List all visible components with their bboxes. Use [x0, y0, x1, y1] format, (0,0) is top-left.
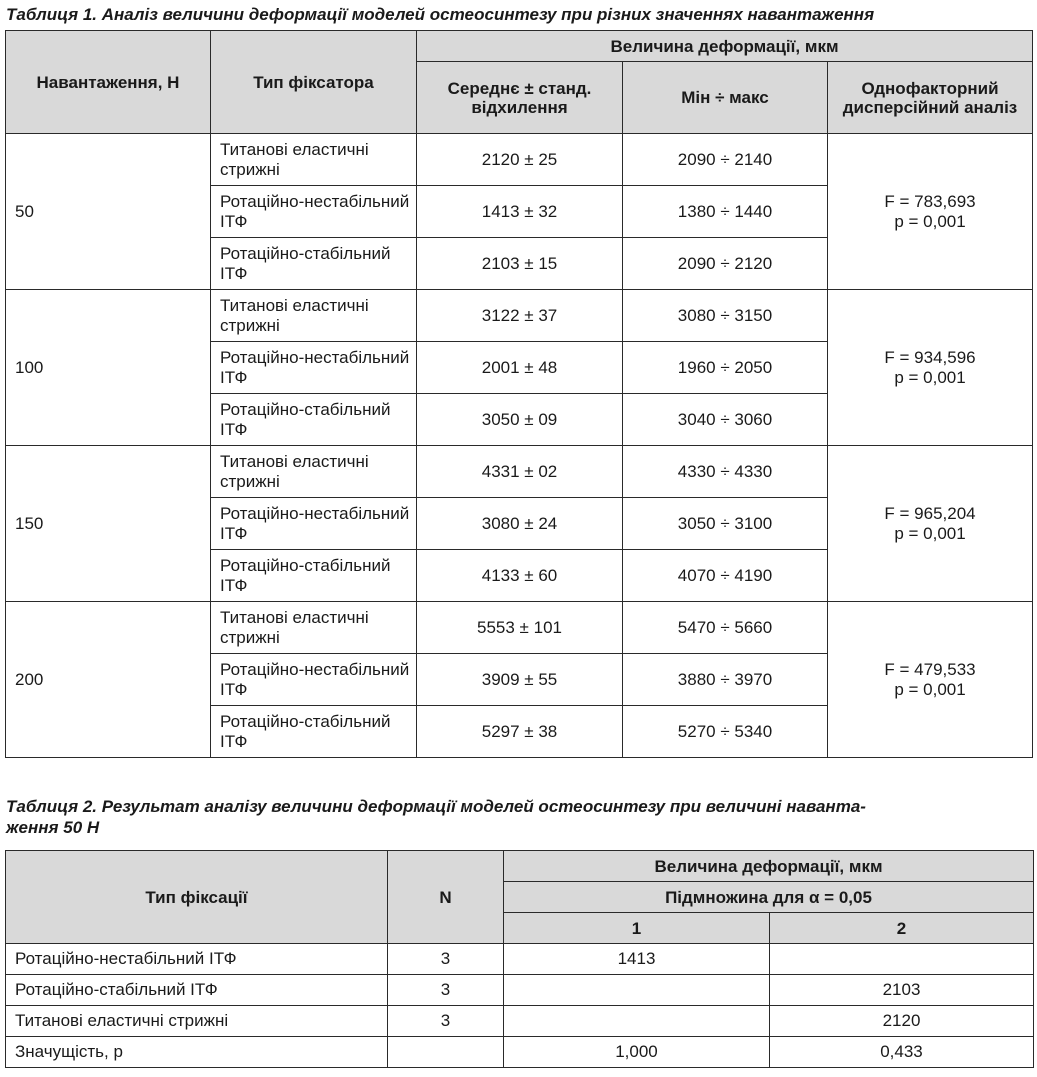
min-max-cell: 2090 ÷ 2140: [623, 134, 828, 186]
subset-1-cell: [504, 1006, 770, 1037]
fixation-type-cell: Ротаційно-стабільний ІТФ: [6, 975, 388, 1006]
load-cell: 50: [6, 134, 211, 290]
anova-f-value: F = 934,596: [884, 347, 976, 367]
fixation-type-cell: Значущість, р: [6, 1037, 388, 1068]
mean-sd-cell: 3080 ± 24: [417, 498, 623, 550]
header-n: N: [388, 851, 504, 944]
min-max-cell: 3050 ÷ 3100: [623, 498, 828, 550]
table2-caption: [6, 796, 866, 838]
fixator-type-cell: Титанові еластичні стрижні: [211, 602, 417, 654]
anova-p-value: p = 0,001: [894, 523, 966, 543]
subset-1-cell: [504, 975, 770, 1006]
header-fixator-type: Тип фіксатора: [211, 31, 417, 134]
header-anova: Однофакторний дисперсійний аналіз: [828, 62, 1033, 134]
table1-caption: Таблиця 1. Аналіз величини деформації моделей остеосинтезу при різних значеннях навантаження: [6, 5, 875, 24]
n-cell: [388, 1037, 504, 1068]
min-max-cell: 1960 ÷ 2050: [623, 342, 828, 394]
min-max-cell: 3040 ÷ 3060: [623, 394, 828, 446]
subset-1-cell: 1,000: [504, 1037, 770, 1068]
table-row: [6, 944, 1034, 975]
min-max-cell: 4070 ÷ 4190: [623, 550, 828, 602]
mean-sd-cell: 4133 ± 60: [417, 550, 623, 602]
min-max-cell: 5270 ÷ 5340: [623, 706, 828, 758]
anova-p-value: p = 0,001: [894, 211, 966, 231]
fixator-type-cell: Ротаційно-нестабільний ІТФ: [211, 498, 417, 550]
fixator-type-cell: Ротаційно-нестабільний ІТФ: [211, 342, 417, 394]
table2-caption-line1: Таблиця 2. Результат аналізу величини деформації моделей остеосинтезу при величині наванта-: [6, 797, 866, 816]
mean-sd-cell: 1413 ± 32: [417, 186, 623, 238]
header-load: Навантаження, Н: [6, 31, 211, 134]
subset-1-cell: 1413: [504, 944, 770, 975]
mean-sd-cell: 3050 ± 09: [417, 394, 623, 446]
mean-sd-cell: 5297 ± 38: [417, 706, 623, 758]
table-row: [6, 290, 1033, 342]
min-max-cell: 1380 ÷ 1440: [623, 186, 828, 238]
mean-sd-cell: 2120 ± 25: [417, 134, 623, 186]
load-cell: 100: [6, 290, 211, 446]
subset-2-cell: 0,433: [770, 1037, 1034, 1068]
min-max-cell: 2090 ÷ 2120: [623, 238, 828, 290]
anova-cell: [828, 602, 1033, 758]
subset-2-cell: 2120: [770, 1006, 1034, 1037]
header-deformation: Величина деформації, мкм: [417, 31, 1033, 62]
header-min-max: Мін ÷ макс: [623, 62, 828, 134]
fixation-type-cell: Ротаційно-нестабільний ІТФ: [6, 944, 388, 975]
load-cell: 150: [6, 446, 211, 602]
anova-f-value: F = 479,533: [884, 659, 976, 679]
header-deformation: Величина деформації, мкм: [504, 851, 1034, 882]
table-row: [6, 134, 1033, 186]
table-row: [6, 1037, 1034, 1068]
min-max-cell: 3880 ÷ 3970: [623, 654, 828, 706]
table1: [5, 30, 1033, 758]
anova-p-value: p = 0,001: [894, 367, 966, 387]
header-subset-2: 2: [770, 913, 1034, 944]
header-mean-sd: Середнє ± станд. відхилення: [417, 62, 623, 134]
fixator-type-cell: Ротаційно-стабільний ІТФ: [211, 238, 417, 290]
mean-sd-cell: 2103 ± 15: [417, 238, 623, 290]
anova-f-value: F = 783,693: [884, 191, 976, 211]
n-cell: 3: [388, 975, 504, 1006]
fixator-type-cell: Титанові еластичні стрижні: [211, 134, 417, 186]
anova-cell: [828, 290, 1033, 446]
min-max-cell: 5470 ÷ 5660: [623, 602, 828, 654]
load-cell: 200: [6, 602, 211, 758]
mean-sd-cell: 5553 ± 101: [417, 602, 623, 654]
subset-2-cell: 2103: [770, 975, 1034, 1006]
min-max-cell: 4330 ÷ 4330: [623, 446, 828, 498]
header-fixation-type: Тип фіксації: [6, 851, 388, 944]
min-max-cell: 3080 ÷ 3150: [623, 290, 828, 342]
n-cell: 3: [388, 944, 504, 975]
n-cell: 3: [388, 1006, 504, 1037]
header-subset: Підмножина для α = 0,05: [504, 882, 1034, 913]
mean-sd-cell: 2001 ± 48: [417, 342, 623, 394]
anova-f-value: F = 965,204: [884, 503, 976, 523]
mean-sd-cell: 3909 ± 55: [417, 654, 623, 706]
table2: [5, 850, 1034, 1068]
subset-2-cell: [770, 944, 1034, 975]
table-row: [6, 975, 1034, 1006]
mean-sd-cell: 3122 ± 37: [417, 290, 623, 342]
fixator-type-cell: Ротаційно-стабільний ІТФ: [211, 394, 417, 446]
anova-cell: [828, 134, 1033, 290]
table-row: [6, 1006, 1034, 1037]
fixator-type-cell: Ротаційно-нестабільний ІТФ: [211, 654, 417, 706]
mean-sd-cell: 4331 ± 02: [417, 446, 623, 498]
table-row: [6, 446, 1033, 498]
fixator-type-cell: Ротаційно-нестабільний ІТФ: [211, 186, 417, 238]
fixation-type-cell: Титанові еластичні стрижні: [6, 1006, 388, 1037]
anova-p-value: p = 0,001: [894, 679, 966, 699]
fixator-type-cell: Титанові еластичні стрижні: [211, 446, 417, 498]
anova-cell: [828, 446, 1033, 602]
table2-caption-line2: ження 50 Н: [6, 818, 100, 837]
table-row: [6, 602, 1033, 654]
fixator-type-cell: Ротаційно-стабільний ІТФ: [211, 706, 417, 758]
header-subset-1: 1: [504, 913, 770, 944]
fixator-type-cell: Ротаційно-стабільний ІТФ: [211, 550, 417, 602]
fixator-type-cell: Титанові еластичні стрижні: [211, 290, 417, 342]
